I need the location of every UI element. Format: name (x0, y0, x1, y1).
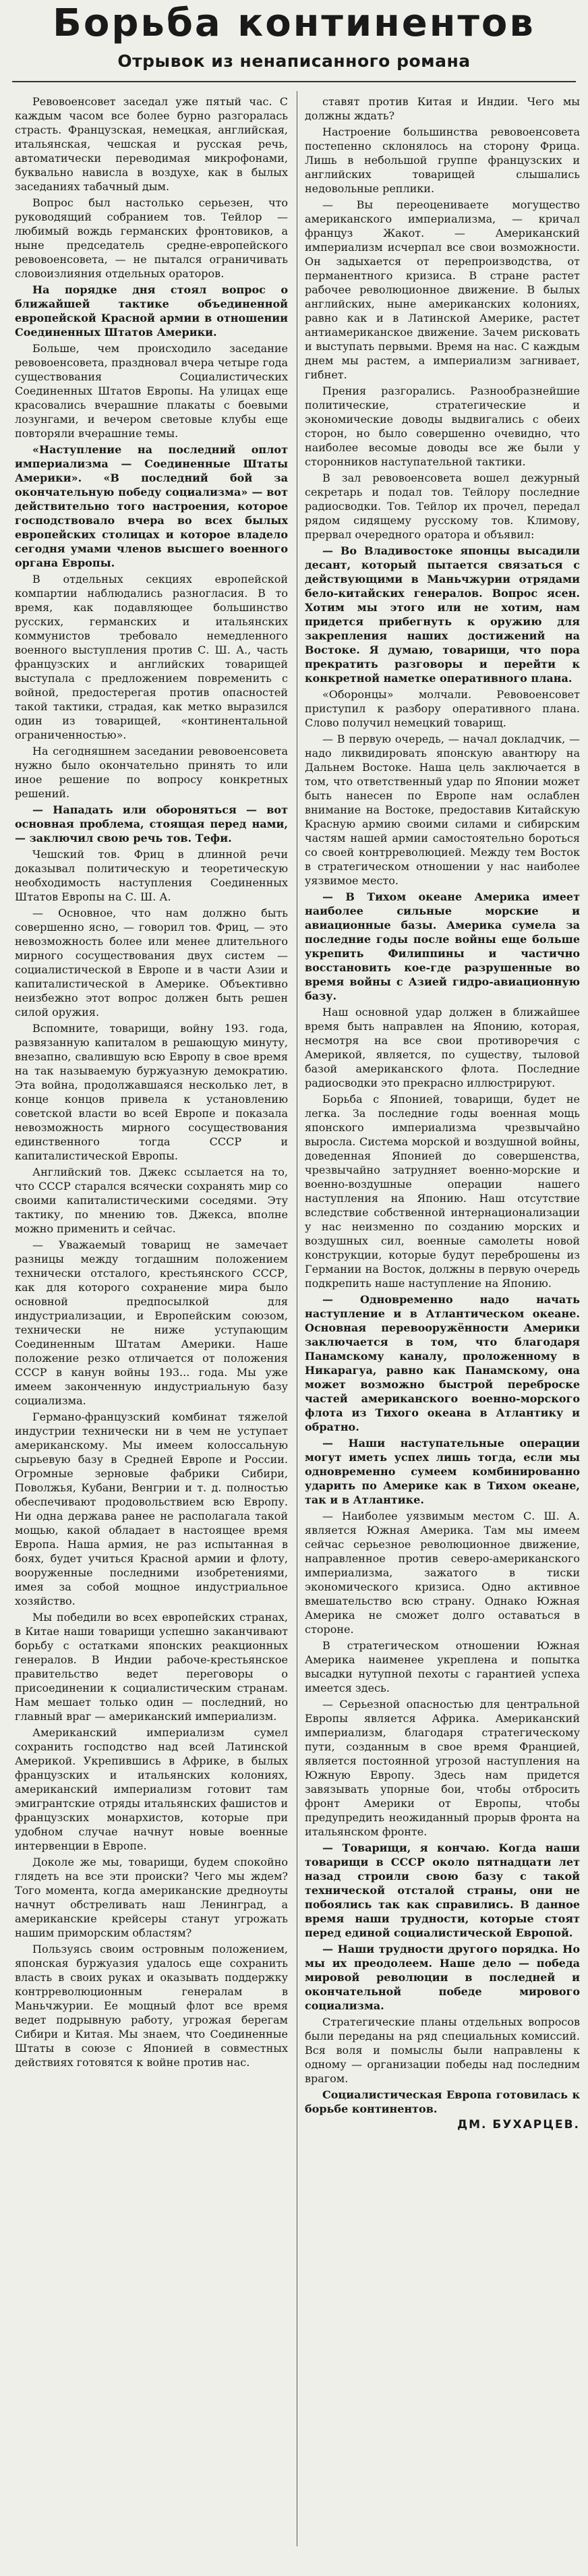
paragraph: Германо-французский комбинат тяжелой индустрии технически ни в чем не уступает американскому. Мы имеем колоссальную сырьевую базу в Средней Европе и России. Огромные зерновые фабрики Сибири, Поволжья, Кубани, Венгрии и т. д. полностью обеспечивают продовольствием всю Европу. Ни одна держава ранее не располагала такой мощью, какой обладает в настоящее время Европа. Наша армия, не раз испытанная в боях, будет учиться Красной армии и флоту, вооруженные последними изобретениями, имея за собой мощное индустриальное хозяйство. (15, 1410, 288, 1607)
paragraph: На сегодняшнем заседании ревовоенсовета нужно было окончательно принять то или иное решение по вопросу конкретных решений. (15, 745, 288, 800)
paragraph: «Наступление на последний оплот империализма — Соединенные Штаты Америки». «В последний бой за окончательную победу социализма» — вот действительно того настроения, которое господствовало вчера во всех былых европейских столицах и которое владело сегодня умами членов высшего военного органа Европы. (15, 443, 288, 569)
paragraph: Ревовоенсовет заседал уже пятый час. С каждым часом все более бурно разгоралась страсть. Французская, немецкая, английская, итальянская, чешская и русская речь, автоматически переводимая микрофонами, буквально нависла в воздухе, как в былых заседаниях табачный дым. (15, 95, 288, 193)
paragraph: — Одновременно надо начать наступление и в Атлантическом океане. Основная перевооружённости Америки заключается в том, что благодаря Панамскому каналу, проложенному в Никарагуа, равно как Панамскому, она может возможно быстрой переброске частей американского военно-морского флота из Тихого океана в Атлантику и обратно. (305, 1293, 580, 1433)
paragraph: Доколе же мы, товарищи, будем спокойно глядеть на все эти происки? Чего мы ждем? Того момента, когда американские дредноуты начнут обстреливать наш Ленинград, а американские крейсеры станут угрожать нашим приморским областям? (15, 1856, 288, 1939)
paragraph: На порядке дня стоял вопрос о ближайшей тактике объединенной европейской Красной армии в отношении Соединенных Штатов Америки. (15, 283, 288, 339)
paragraph: «Оборонцы» молчали. Ревовоенсовет приступил к разбору оперативного плана. Слово получил немецкий товарищ. (305, 688, 580, 729)
left-column (15, 94, 288, 2543)
paragraph: В зал ревовоенсовета вошел дежурный секретарь и подал тов. Тейлору последние радиосводки. Тов. Тейлор их прочел, передал рядом сидящему русскому тов. Климову, прервал очередного оратора и объявил: (305, 471, 580, 541)
paragraph: — Во Владивостоке японцы высадили десант, который пытается связаться с действующими в Маньчжурии отрядами бело-китайских генералов. Вопрос ясен. Хотим мы этого или не хотим, нам придется прибегнуть к оружию для закрепления наших достижений на Востоке. Я думаю, товарищи, что пора прекратить разговоры и перейти к конкретной наметке оперативного плана. (305, 544, 580, 685)
paragraph: Прения разгорались. Разнообразнейшие политические, стратегические и экономические доводы выдвигались с обеих сторон, но было совершенно очевидно, что наиболее весомые доводы все же были у сторонников наступательной тактики. (305, 384, 580, 468)
paragraph: Мы победили во всех европейских странах, в Китае наши товарищи успешно заканчивают борьбу с остатками японских реакционных генералов. В Индии рабоче-крестьянское правительство ведет переговоры о присоединении к социалистическим странам. Нам мешает только один — последний, но главный враг — американский империализм. (15, 1611, 288, 1723)
paragraph: — Нападать или обороняться — вот основная проблема, стоящая перед нами, — заключил свою речь тов. Тефи. (15, 803, 288, 845)
paragraph: Настроение большинства ревовоенсовета постепенно склонялось на сторону Фрица. Лишь в небольшой группе французских и английских товарищей слышались недовольные реплики. (305, 125, 580, 195)
paragraph: — Товарищи, я кончаю. Когда наши товарищи в СССР около пятнадцати лет назад строили свою базу с такой технической отсталой страны, они не побоялись так как справились. В данное время наши трудности, которые стоят перед единой социалистической Европой. (305, 1841, 580, 1939)
paragraph: — В Тихом океане Америка имеет наиболее сильные морские и авиационные базы. Америка сумела за последние годы после войны еще больше укрепить Филиппины и частично восстановить кое-где разрушенные во время войны с Азией гидро-авиационную базу. (305, 890, 580, 1002)
author-signature: ДМ. БУХАРЦЕВ. (457, 2118, 580, 2131)
paragraph: ставят против Китая и Индии. Чего мы должны ждать? (305, 95, 580, 122)
right-column (305, 94, 580, 2543)
paragraph: Американский империализм сумел сохранить господство над всей Латинской Америкой. Укрепившись в Африке, в былых французских и итальянских колониях, американский империализм готовит там эмигрантские отряды итальянских фашистов и французских монархистов, которые при удобном случае начнут новые военные интервенции в Европе. (15, 1726, 288, 1852)
paragraph: — Основное, что нам должно быть совершенно ясно, — говорил тов. Фриц, — это невозможность более или менее длительного мирного сосуществования двух систем — социалистической в Европе и в части Азии и капиталистической в Америке. Объективно неизбежно этот вопрос должен быть решен силой оружия. (15, 907, 288, 1019)
paragraph: Пользуясь своим островным положением, японская буржуазия удалось еще сохранить власть в своих руках и оказывать поддержку контрреволюционным генералам в Маньчжурии. Ее мощный флот все время ведет подрывную работу, угрожая берегам Сибири и Китая. Мы знаем, что Соединенные Штаты в союзе с Японией в совместных действиях готовятся к войне против нас. (15, 1943, 288, 2069)
paragraph: — Наиболее уязвимым местом С. Ш. А. является Южная Америка. Там мы имеем сейчас серьезное революционное движение, направленное против северо-американского империализма, зажатого в тиски экономического кризиса. Одно активное вмешательство всю страну. Однако Южная Америка не сможет долго оставаться в стороне. (305, 1510, 580, 1636)
paragraph: — В первую очередь, — начал докладчик, — надо ликвидировать японскую авантюру на Дальнем Востоке. Наша цель заключается в том, что ответственный удар по Японии может быть нанесен по Европе нам ослаблен внимание на Востоке, предоставив Китайскую Красную армию своими силами и сибирским частям нашей армии самостоятельно бороться со своей контрреволюцией. Между тем Восток в стратегическом отношении у нас наиболее уязвимое место. (305, 733, 580, 887)
paragraph: Вспомните, товарищи, войну 193. года, развязанную капиталом в решающую минуту, внезапно, свалившую всю Европу в свое время на так называемую буржуазную демократию. Эта война, продолжавшаяся несколько лет, в конце концов привела к установлению советской власти во всей Европе и показала невозможность мирного сосуществования единственного тогда СССР и капиталистической Европы. (15, 1022, 288, 1162)
paragraph: — Наши наступательные операции могут иметь успех лишь тогда, если мы одновременно сумеем комбинированно ударить по Америке как в Тихом океане, так и в Атлантике. (305, 1437, 580, 1506)
paragraph: Социалистическая Европа готовилась к борьбе континентов. (305, 2088, 580, 2115)
paragraph: Английский тов. Джекс ссылается на то, что СССР старался всячески сохранять мир со своими капиталистическими соседями. Эту тактику, по мнению тов. Джекса, вполне можно применить и сейчас. (15, 1166, 288, 1235)
title-divider (12, 81, 576, 82)
paragraph: Больше, чем происходило заседание ревовоенсовета, праздновал вчера четыре года существования Социалистических Соединенных Штатов Европы. На улицах еще красовались вчерашние плакаты с боевыми лозунгами, и вечером световые клубы еще повторяли вчерашние темы. (15, 342, 288, 440)
article-subtitle: Отрывок из ненаписанного романа (117, 51, 471, 71)
paragraph: Стратегические планы отдельных вопросов были переданы на ряд специальных комиссий. Вся воля и помыслы были направлены к одному — организации победы над последним врагом. (305, 2015, 580, 2085)
paragraph: В отдельных секциях европейской компартии наблюдались разногласия. В то время, как подавляющее большинство русских, германских и итальянских коммунистов требовало немедленного военного выступления против С. Ш. А., часть французских и английских товарищей выступала с предложением повременить с войной, предостерегая против опасностей такой тактики, страдая, как метко выразился один из товарищей, «континентальной ограниченностью». (15, 573, 288, 741)
paragraph: — Наши трудности другого порядка. Но мы их преодолеем. Наше дело — победа мировой революции в последней и окончательной победе мирового социализма. (305, 1943, 580, 2012)
paragraph: Чешский тов. Фриц в длинной речи доказывал политическую и теоретическую необходимость наступления Соединенных Штатов Европы на С. Ш. А. (15, 848, 288, 903)
paragraph: Вопрос был настолько серьезен, что руководящий собранием тов. Тейлор — любимый вождь германских фронтовиков, а ныне председатель средне-европейского ревовоенсовета, — не пытался ограничивать словоизлияния отдельных ораторов. (15, 196, 288, 280)
paragraph: — Серьезной опасностью для центральной Европы является Африка. Американский империализм, благодаря стратегическому пути, созданным в свое время Францией, является постоянной угрозой наступления на Южную Европу. Здесь нам придется завязывать упорные бои, чтобы отбросить фронт Америки от Европы, чтобы предупредить неожиданный прорыв фронта на итальянском фронте. (305, 1698, 580, 1838)
article-title: Борьба континентов (53, 1, 535, 45)
paragraph: Борьба с Японией, товарищи, будет не легка. За последние годы военная мощь японского империализма чрезвычайно выросла. Система морской и воздушной войны, доведенная Японией до совершенства, чрезвычайно затрудняет военно-морские и военно-воздушные операции нашего наступления на Японию. Наш отсутствие вследствие собственной интернационализации у нас неизменно по созданию морских и воздушных сил, военные самолеты новой конструкции, которые будут переброшены из Германии на Восток, должны в первую очередь подкрепить наше наступление на Японию. (305, 1093, 580, 1290)
paragraph: В стратегическом отношении Южная Америка наименее укреплена и попытка высадки нутупной пехоты с гарантией успеха имеется здесь. (305, 1639, 580, 1694)
paragraph: — Уважаемый товарищ не замечает разницы между тогдашним положением технически отсталого, крестьянского СССР, как для которого сохранение мира было основной предпосылкой для индустриализации, и Европейским союзом, технически не ниже уступающим Соединенным Штатам Америки. Наше положение резко отличается от положения СССР в канун войны 193... года. Мы уже имеем законченную индустриальную базу социализма. (15, 1238, 288, 1407)
paragraph: Наш основной удар должен в ближайшее время быть направлен на Японию, которая, несмотря на все свои противоречия с Америкой, является, по существу, тыловой базой американского флота. Последние радиосводки это прекрасно иллюстрируют. (305, 1006, 580, 1089)
paragraph: — Вы переоцениваете могущество американского империализма, — кричал француз Жакот. — Американский империализм исчерпал все свои возможности. Он задыхается от перепроизводства, от перманентного кризиса. В стране растет рабочее революционное движение. В былых английских, ныне американских колониях, равно как и в Латинской Америке, растет антиамериканское движение. Зачем рисковать и выступать первыми. Время на нас. С каждым днем мы растем, а империализм загнивает, гибнет. (305, 198, 580, 381)
